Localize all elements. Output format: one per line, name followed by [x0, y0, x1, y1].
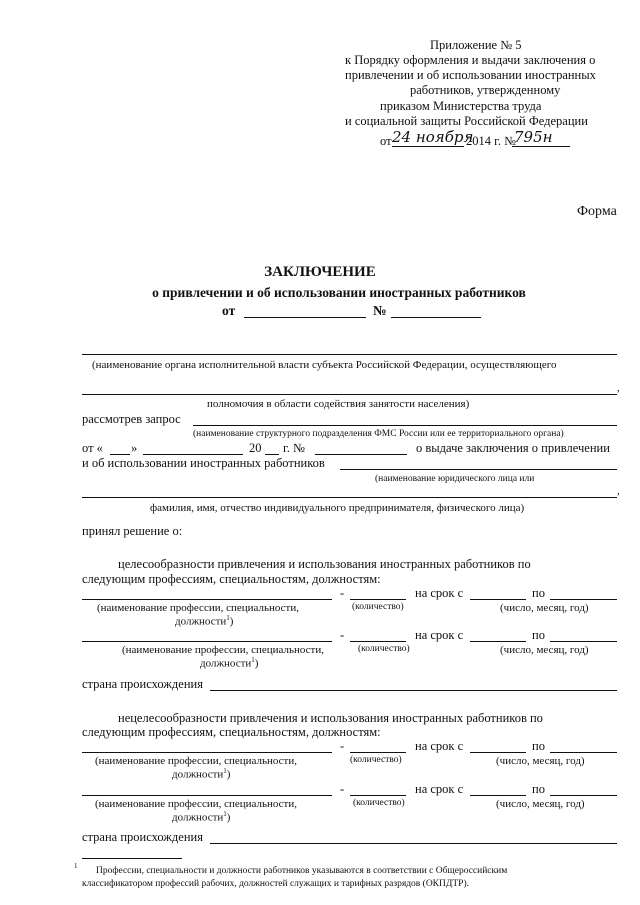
title-from: от	[222, 303, 236, 318]
request-number-field[interactable]	[315, 454, 407, 455]
fms-name-field[interactable]	[193, 425, 617, 426]
appendix-number-handwritten: 795н	[514, 128, 553, 146]
until-label: по	[532, 739, 545, 753]
footnote-text-2: классификатором профессий рабочих, должностей служащих и тарифных разрядов (ОКПДТР).	[82, 879, 469, 889]
profession-caption-2: должности$^1$)	[172, 767, 231, 781]
until-label: по	[532, 628, 545, 642]
term-label: на срок с	[415, 739, 464, 753]
country-label: страна происхождения	[82, 830, 203, 844]
appendix-line: Приложение № 5	[430, 38, 522, 52]
date-to-field[interactable]	[550, 752, 617, 753]
title-date-field[interactable]	[244, 317, 366, 318]
footnote-separator	[82, 858, 182, 859]
appendix-line: к Порядку оформления и выдачи заключения о	[345, 53, 596, 67]
appendix-line: привлечении и об использовании иностранных	[345, 68, 596, 82]
dash: -	[340, 628, 345, 642]
term-label: на срок с	[415, 782, 464, 796]
request-from-label: от «	[82, 441, 103, 455]
issue-text: о выдаче заключения о привлечении	[416, 441, 610, 455]
use-text: и об использовании иностранных работников	[82, 456, 325, 470]
profession-caption-2: должности$^1$)	[172, 810, 231, 824]
year-20: 20	[249, 441, 262, 455]
dash: -	[340, 739, 345, 753]
footnote-text: Профессии, специальности и должности работников указываются в соответствии с Общероссийским	[96, 866, 508, 876]
country-field[interactable]	[210, 690, 617, 691]
profession-caption-2: должности$^1$)	[200, 656, 259, 670]
inexpedient-text-2: следующим профессиям, специальностям, должностям:	[82, 725, 381, 739]
legal-entity-field[interactable]	[340, 469, 617, 470]
quantity-caption: (количество)	[358, 644, 410, 654]
appendix-line: и социальной защиты Российской Федерации	[345, 114, 588, 128]
organ-name-field-2[interactable]	[82, 394, 617, 395]
quote-close: »	[131, 441, 138, 455]
appendix-line: работников, утвержденному	[410, 83, 561, 97]
date-from-field[interactable]	[470, 641, 526, 642]
appendix-date-prefix: от	[380, 134, 392, 148]
quantity-field[interactable]	[350, 795, 406, 796]
profession-caption: (наименование профессии, специальности,	[95, 798, 297, 810]
number-underline	[512, 146, 570, 147]
legal-caption: (наименование юридического лица или	[375, 474, 535, 484]
date-caption: (число, месяц, год)	[496, 755, 585, 767]
profession-field[interactable]	[82, 795, 332, 796]
profession-field[interactable]	[82, 599, 332, 600]
date-from-field[interactable]	[470, 599, 526, 600]
profession-caption: (наименование профессии, специальности,	[97, 602, 299, 614]
quantity-caption: (количество)	[353, 798, 405, 808]
request-month-field[interactable]	[143, 454, 243, 455]
profession-field[interactable]	[82, 641, 332, 642]
organ-caption: (наименование органа исполнительной власти субъекта Российской Федерации, осуществляющего	[92, 359, 557, 371]
legal-entity-field-2[interactable]	[82, 497, 617, 498]
date-caption: (число, месяц, год)	[500, 644, 589, 656]
fms-caption: (наименование структурного подразделения ФМС России или ее территориального органа)	[193, 429, 564, 439]
expedient-text-2: следующим профессиям, специальностям, должностям:	[82, 572, 381, 586]
dash: -	[340, 586, 345, 600]
term-label: на срок с	[415, 586, 464, 600]
considered-label: рассмотрев запрос	[82, 412, 181, 426]
title-number-sign: №	[373, 303, 387, 318]
profession-caption-2: должности$^1$)	[175, 614, 234, 628]
country-label: страна происхождения	[82, 677, 203, 691]
appendix-date-year: 2014 г. №	[466, 134, 517, 148]
request-number-label: г. №	[283, 441, 305, 455]
profession-caption: (наименование профессии, специальности,	[122, 644, 324, 656]
decision-label: принял решение о:	[82, 524, 183, 538]
until-label: по	[532, 782, 545, 796]
comma: ,	[617, 382, 620, 394]
comma: ,	[617, 485, 620, 497]
quantity-field[interactable]	[350, 641, 406, 642]
title-number-field[interactable]	[391, 317, 481, 318]
profession-field[interactable]	[82, 752, 332, 753]
quantity-field[interactable]	[350, 752, 406, 753]
appendix-line: приказом Министерства труда	[380, 99, 542, 113]
term-label: на срок с	[415, 628, 464, 642]
footnote-mark: 1	[74, 862, 78, 870]
date-from-field[interactable]	[470, 752, 526, 753]
quantity-caption: (количество)	[350, 755, 402, 765]
country-field[interactable]	[210, 843, 617, 844]
date-caption: (число, месяц, год)	[500, 602, 589, 614]
organ-name-field[interactable]	[82, 354, 617, 355]
quantity-caption: (количество)	[352, 602, 404, 612]
document-title: ЗАКЛЮЧЕНИЕ	[264, 264, 376, 280]
quantity-field[interactable]	[350, 599, 406, 600]
form-label: Форма	[577, 204, 617, 219]
request-year-field[interactable]	[265, 454, 279, 455]
dash: -	[340, 782, 345, 796]
inexpedient-text: нецелесообразности привлечения и использования иностранных работников по	[118, 711, 543, 725]
expedient-text: целесообразности привлечения и использования иностранных работников по	[118, 557, 531, 571]
date-underline	[392, 146, 464, 147]
request-day-field[interactable]	[110, 454, 130, 455]
date-to-field[interactable]	[550, 795, 617, 796]
date-to-field[interactable]	[550, 599, 617, 600]
person-caption: фамилия, имя, отчество индивидуального предпринимателя, физического лица)	[150, 502, 525, 514]
until-label: по	[532, 586, 545, 600]
date-from-field[interactable]	[470, 795, 526, 796]
profession-caption: (наименование профессии, специальности,	[95, 755, 297, 767]
date-to-field[interactable]	[550, 641, 617, 642]
document-subtitle: о привлечении и об использовании иностранных работников	[152, 285, 526, 300]
organ-caption-2: полномочия в области содействия занятости населения)	[207, 398, 470, 410]
appendix-date-handwritten: 24 ноября	[392, 128, 474, 146]
date-caption: (число, месяц, год)	[496, 798, 585, 810]
